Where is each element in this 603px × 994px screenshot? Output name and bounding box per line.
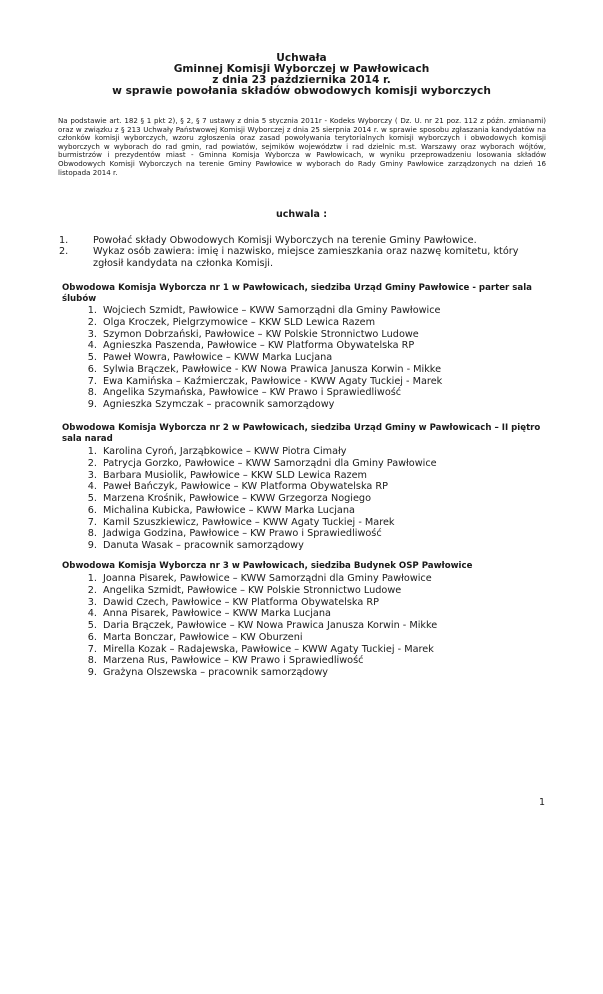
member-text: Szymon Dobrzański, Pawłowice – KW Polskie Stronnictwo Ludowe bbox=[103, 328, 419, 340]
member-row bbox=[78, 399, 538, 411]
commission-3-heading: Obwodowa Komisja Wyborcza nr 3 w Pawłowicach, siedziba Budynek OSP Pawłowice bbox=[62, 561, 473, 571]
member-text: Olga Kroczek, Pielgrzymowice – KKW SLD Lewica Razem bbox=[103, 316, 376, 328]
member-text: Kamil Szuszkiewicz, Pawłowice – KWW Agaty Tuckiej - Marek bbox=[103, 516, 395, 528]
member-text: Marta Bonczar, Pawłowice – KW Oburzeni bbox=[103, 631, 303, 643]
member-row bbox=[78, 481, 538, 493]
member-row bbox=[78, 470, 538, 482]
member-row bbox=[78, 644, 538, 656]
member-text: Michalina Kubicka, Pawłowice – KWW Marka Lucjana bbox=[103, 504, 355, 516]
member-text: Marzena Krośnik, Pawłowice – KWW Grzegorza Nogiego bbox=[103, 493, 372, 504]
member-row bbox=[78, 387, 538, 399]
commission-1-members bbox=[78, 305, 538, 411]
member-number: 9. bbox=[87, 399, 97, 410]
commission-2-members bbox=[78, 446, 538, 552]
member-number: 6. bbox=[87, 504, 97, 516]
member-row bbox=[78, 352, 538, 364]
commission-3-members bbox=[78, 573, 538, 679]
member-row bbox=[78, 376, 538, 388]
member-text: Grażyna Olszewska – pracownik samorządowy bbox=[103, 667, 329, 678]
member-number: 2. bbox=[87, 457, 97, 469]
member-row bbox=[78, 608, 538, 620]
member-row bbox=[78, 585, 538, 597]
member-text: Daria Brączek, Pawłowice – KW Nowa Prawica Janusza Korwin - Mikke bbox=[103, 620, 438, 631]
member-number: 7. bbox=[87, 516, 97, 528]
member-row bbox=[78, 505, 538, 517]
point-text: Wykaz osób zawiera: imię i nazwisko, miejsce zamieszkania oraz nazwę komitetu, który zgłosił kandydata na członka Komisji. bbox=[93, 246, 519, 269]
member-number: 5. bbox=[87, 493, 97, 504]
member-number: 5. bbox=[87, 352, 97, 363]
member-row bbox=[78, 493, 538, 505]
member-text: Sylwia Brączek, Pawłowice - KW Nowa Prawica Janusza Korwin - Mikke bbox=[103, 363, 442, 375]
member-row bbox=[78, 540, 538, 552]
member-number: 7. bbox=[87, 375, 97, 387]
title-line-2: Gminnej Komisji Wyborczej w Pawłowicach bbox=[173, 63, 430, 75]
member-number: 4. bbox=[87, 340, 97, 352]
member-text: Agnieszka Szymczak – pracownik samorządowy bbox=[103, 399, 335, 410]
member-text: Wojciech Szmidt, Pawłowice – KWW Samorządni dla Gminy Pawłowice bbox=[103, 305, 441, 316]
resolution-point bbox=[59, 235, 539, 246]
member-text: Ewa Kamińska – Kaźmierczak, Pawłowice - KWW Agaty Tuckiej - Marek bbox=[103, 375, 443, 387]
member-number: 9. bbox=[87, 540, 97, 551]
member-text: Mirella Kozak – Radajewska, Pawłowice – KWW Agaty Tuckiej - Marek bbox=[103, 643, 434, 655]
member-row bbox=[78, 329, 538, 341]
member-number: 1. bbox=[87, 446, 97, 457]
member-row bbox=[78, 528, 538, 540]
member-row bbox=[78, 446, 538, 458]
member-number: 8. bbox=[87, 387, 97, 399]
member-number: 8. bbox=[87, 655, 97, 667]
member-row bbox=[78, 573, 538, 585]
member-number: 2. bbox=[87, 584, 97, 596]
title-line-1: Uchwała bbox=[276, 52, 327, 64]
member-row bbox=[78, 317, 538, 329]
member-text: Agnieszka Paszenda, Pawłowice – KW Platforma Obywatelska RP bbox=[103, 340, 415, 352]
member-text: Anna Pisarek, Pawłowice – KWW Marka Lucjana bbox=[103, 608, 331, 620]
resolution-word: uchwala : bbox=[275, 209, 328, 220]
point-number: 2. bbox=[59, 246, 69, 258]
member-text: Barbara Musiolik, Pawłowice – KKW SLD Lewica Razem bbox=[103, 469, 367, 481]
member-row bbox=[78, 517, 538, 529]
member-text: Angelika Szymańska, Pawłowice – KW Prawo i Sprawiedliwość bbox=[103, 387, 402, 399]
member-row bbox=[78, 667, 538, 679]
member-number: 8. bbox=[87, 528, 97, 540]
member-number: 3. bbox=[87, 469, 97, 481]
member-text: Joanna Pisarek, Pawłowice – KWW Samorządni dla Gminy Pawłowice bbox=[103, 573, 432, 584]
member-row bbox=[78, 340, 538, 352]
page-number: 1 bbox=[539, 797, 546, 808]
member-number: 4. bbox=[87, 481, 97, 493]
member-number: 6. bbox=[87, 631, 97, 643]
title-line-3: z dnia 23 października 2014 r. bbox=[212, 74, 391, 86]
member-text: Danuta Wasak – pracownik samorządowy bbox=[103, 540, 304, 551]
member-text: Patrycja Gorzko, Pawłowice – KWW Samorządni dla Gminy Pawłowice bbox=[103, 457, 437, 469]
legal-basis-paragraph: Na podstawie art. 182 § 1 pkt 2), § 2, § 7 ustawy z dnia 5 stycznia 2011r - Kodeks Wyborczy ( Dz. U. nr 21 poz. 112 z późn. zmianami) oraz w związku z § 213 Uchwały Państwowej Komisji Wyborczej z dnia 25 sierpnia 2014 r. w sprawie sposobu zgłaszania kandydatów na członków komisji wyborczych, wzoru zgłoszenia oraz zasad powoływania terytorialnych komisji wyborczych i obwodowych komisji wyborczych w wyborach do rad gmin, rad powiatów, sejmików województw i rad dzielnic m.st. Warszawy oraz wyborach wójtów, burmistrzów i prezydentów miast - Gminna Komisja Wyborcza w Pawłowicach, w wyniku przeprowadzeniu losowania składów Obwodowych Komisji Wyborczych na terenie Gminy Pawłowice w wyborach do Rady Gminy Pawłowice zarządzonych na dzień 16 listopada 2014 r. bbox=[58, 116, 546, 177]
commission-2-heading: Obwodowa Komisja Wyborcza nr 2 w Pawłowicach, siedziba Urząd Gminy w Pawłowicach – II piętro sala narad bbox=[62, 423, 541, 444]
member-number: 5. bbox=[87, 620, 97, 631]
member-number: 3. bbox=[87, 596, 97, 608]
member-text: Paweł Wowra, Pawłowice – KWW Marka Lucjana bbox=[103, 352, 333, 363]
member-text: Paweł Bańczyk, Pawłowice – KW Platforma Obywatelska RP bbox=[103, 481, 388, 493]
member-number: 4. bbox=[87, 608, 97, 620]
member-row bbox=[78, 620, 538, 632]
member-row bbox=[78, 632, 538, 644]
title-line-4: w sprawie powołania składów obwodowych komisji wyborczych bbox=[112, 85, 491, 97]
member-text: Karolina Cyroń, Jarząbkowice – KWW Piotra Cimały bbox=[103, 446, 347, 457]
member-row bbox=[78, 597, 538, 609]
member-row bbox=[78, 458, 538, 470]
member-row bbox=[78, 305, 538, 317]
member-number: 6. bbox=[87, 363, 97, 375]
member-row bbox=[78, 364, 538, 376]
member-text: Marzena Rus, Pawłowice – KW Prawo i Sprawiedliwość bbox=[103, 655, 364, 667]
member-row bbox=[78, 655, 538, 667]
member-number: 2. bbox=[87, 316, 97, 328]
member-text: Dawid Czech, Pawłowice – KW Platforma Obywatelska RP bbox=[103, 596, 379, 608]
resolution-point bbox=[59, 246, 539, 269]
member-number: 9. bbox=[87, 667, 97, 678]
member-number: 1. bbox=[87, 305, 97, 316]
point-text: Powołać składy Obwodowych Komisji Wyborczych na terenie Gminy Pawłowice. bbox=[93, 235, 477, 246]
member-number: 7. bbox=[87, 643, 97, 655]
member-text: Angelika Szmidt, Pawłowice – KW Polskie Stronnictwo Ludowe bbox=[103, 584, 402, 596]
commission-1-heading: Obwodowa Komisja Wyborcza nr 1 w Pawłowicach, siedziba Urząd Gminy Pawłowice - parter sala ślubów bbox=[62, 283, 532, 304]
resolution-points bbox=[59, 235, 539, 269]
member-number: 3. bbox=[87, 328, 97, 340]
point-number: 1. bbox=[59, 235, 69, 246]
member-number: 1. bbox=[87, 573, 97, 584]
member-text: Jadwiga Godzina, Pawłowice – KW Prawo i Sprawiedliwość bbox=[103, 528, 382, 540]
